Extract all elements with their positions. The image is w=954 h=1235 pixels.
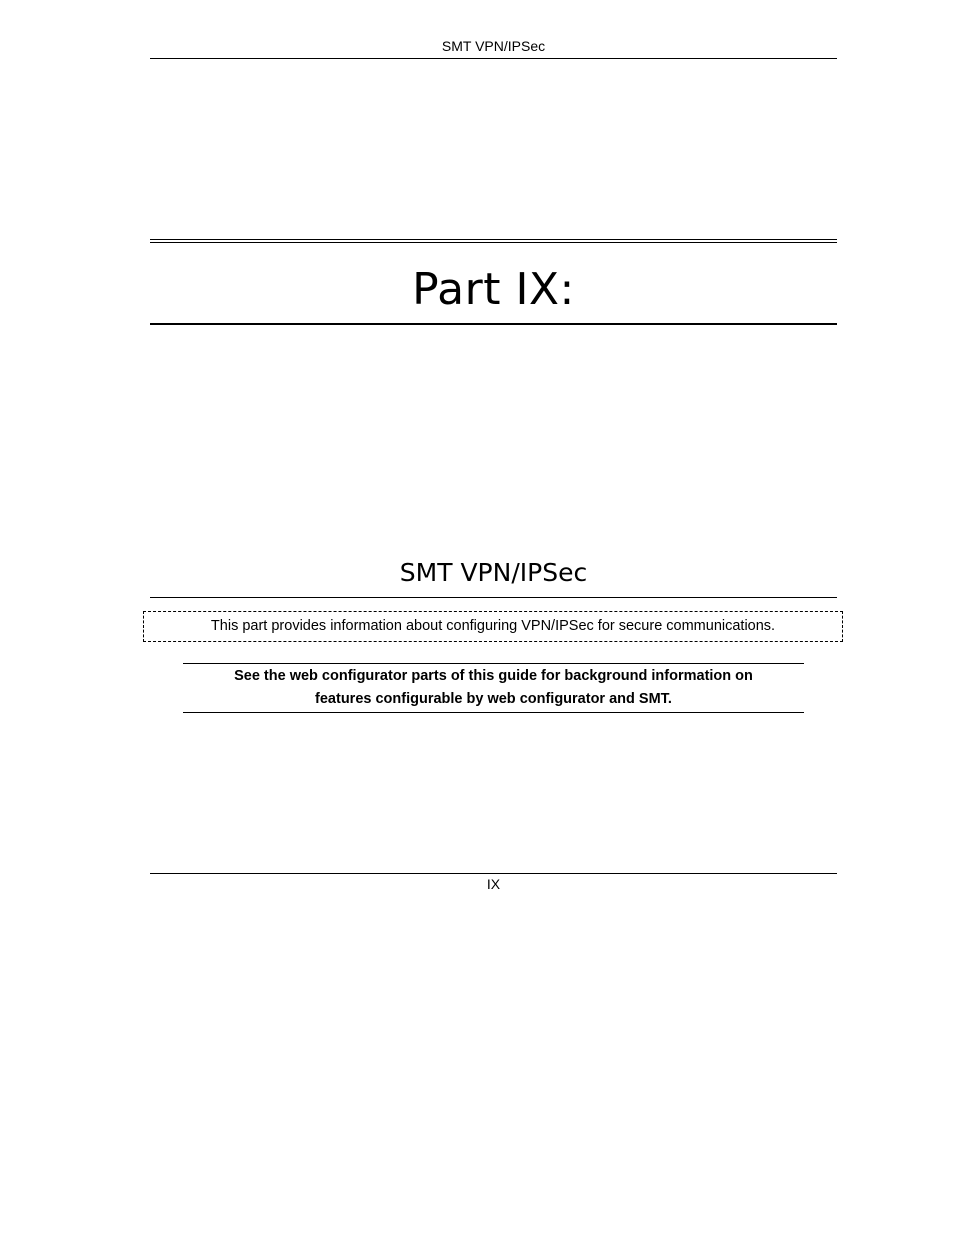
intro-box (143, 611, 843, 642)
intro-text: This part provides information about configuring VPN/IPSec for secure communications. (210, 618, 776, 634)
page-number: IX (486, 876, 501, 892)
header-divider (150, 58, 837, 59)
part-name-rule (150, 597, 837, 598)
footer-divider (150, 873, 837, 874)
part-title-bottom-rule (150, 323, 837, 325)
note-box (183, 663, 804, 713)
part-name: SMT VPN/IPSec (399, 558, 588, 587)
part-title-top-rule (150, 239, 837, 243)
note-line-2: features configurable by web configurator and SMT. (315, 691, 672, 707)
part-title: Part IX: (412, 264, 575, 315)
note-line-1: See the web configurator parts of this guide for background information on (234, 668, 753, 684)
running-header: SMT VPN/IPSec (441, 38, 546, 54)
